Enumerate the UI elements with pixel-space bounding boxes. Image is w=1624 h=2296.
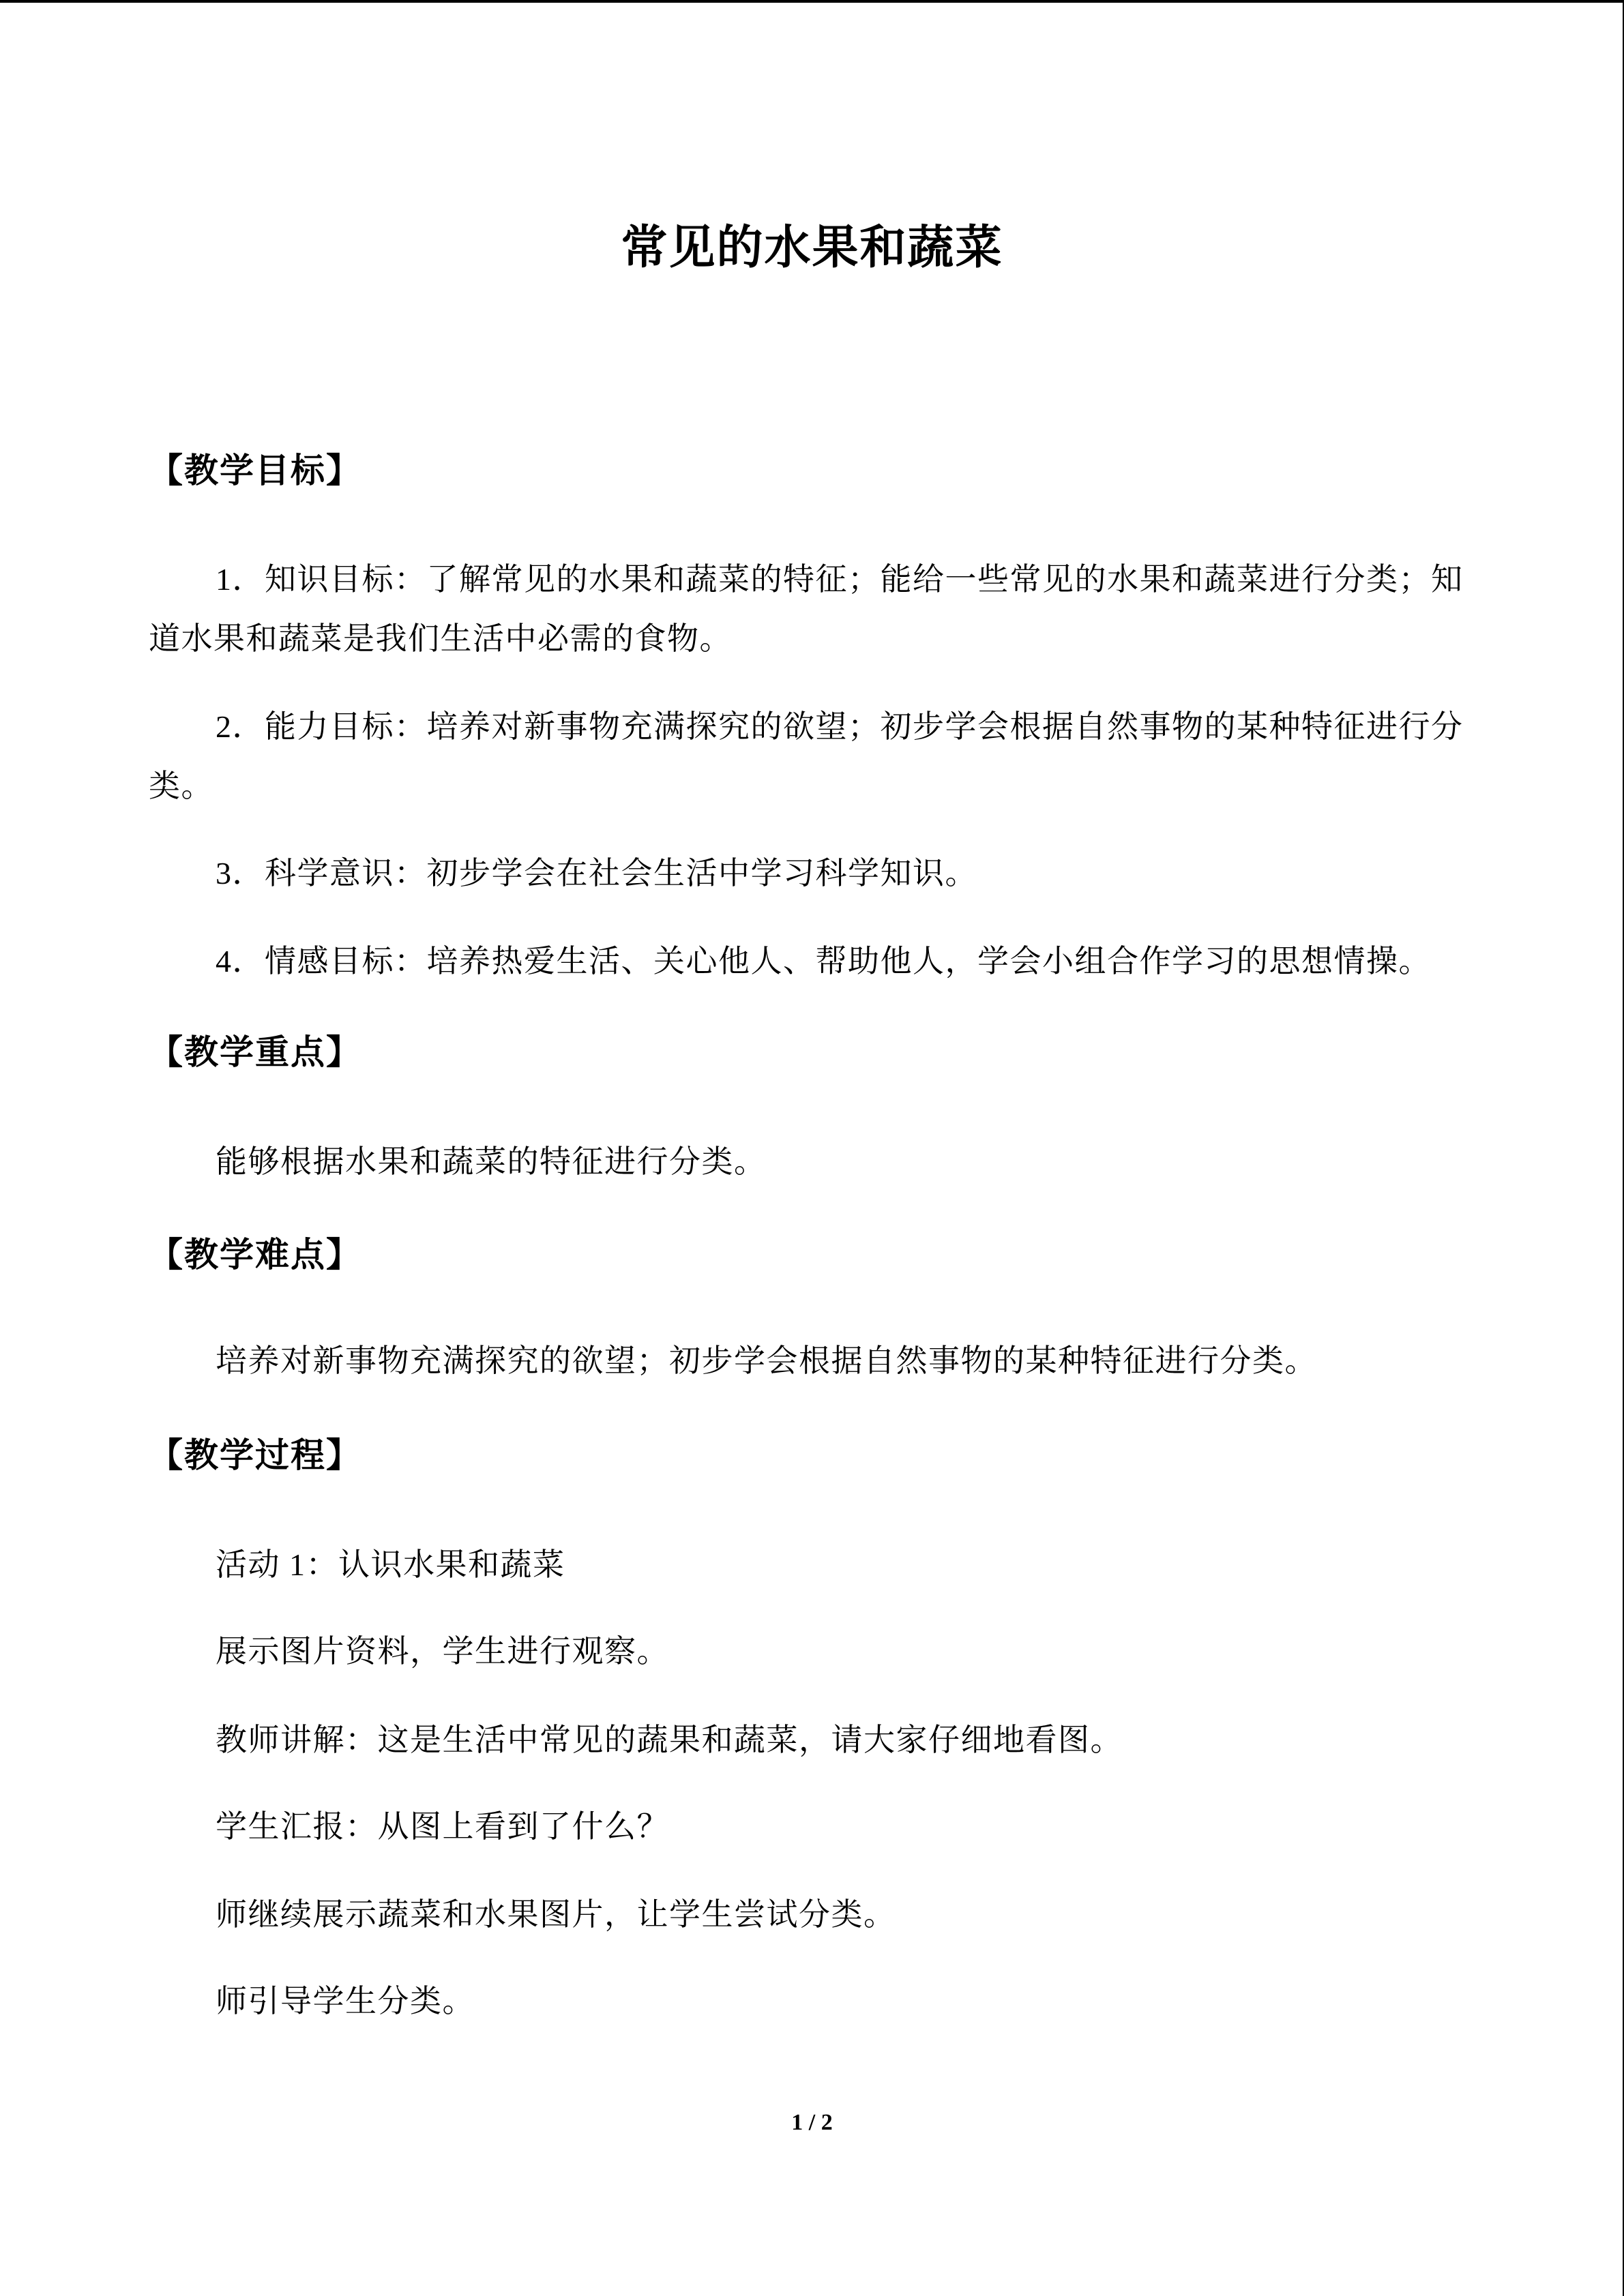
process-line: 师继续展示蔬菜和水果图片，让学生尝试分类。	[216, 1897, 896, 1932]
difficulties-text: 培养对新事物充满探究的欲望；初步学会根据自然事物的某种特征进行分类。	[216, 1343, 1317, 1378]
section-heading-key-points: 【教学重点】	[149, 1032, 361, 1072]
objective-3: 3．科学意识：初步学会在社会生活中学习科学知识。	[216, 856, 977, 891]
process-line-activity-1: 活动 1：认识水果和蔬菜	[216, 1547, 565, 1582]
process-line: 展示图片资料，学生进行观察。	[216, 1634, 669, 1669]
section-heading-objectives: 【教学目标】	[149, 451, 361, 490]
objective-4: 4．情感目标：培养热爱生活、关心他人、帮助他人，学会小组合作学习的思想情操。	[216, 944, 1431, 979]
process-line: 师引导学生分类。	[216, 1984, 475, 2018]
page-number: 1 / 2	[791, 2110, 833, 2135]
objective-1-line-2: 道水果和蔬菜是我们生活中必需的食物。	[149, 621, 732, 656]
key-points-text: 能够根据水果和蔬菜的特征进行分类。	[216, 1144, 767, 1179]
objective-2-line-1: 2．能力目标：培养对新事物充满探究的欲望；初步学会根据自然事物的某种特征进行分	[216, 709, 1464, 744]
section-heading-difficulties: 【教学难点】	[149, 1235, 361, 1274]
section-heading-process: 【教学过程】	[149, 1435, 361, 1475]
process-line: 教师讲解：这是生活中常见的蔬果和蔬菜，请大家仔细地看图。	[216, 1723, 1123, 1757]
process-line: 学生汇报：从图上看到了什么？	[216, 1809, 669, 1844]
objective-2-line-2: 类。	[149, 769, 213, 803]
objective-1-line-1: 1．知识目标：了解常见的水果和蔬菜的特征；能给一些常见的水果和蔬菜进行分类；知	[216, 562, 1464, 597]
document-title: 常见的水果和蔬菜	[621, 221, 1003, 275]
